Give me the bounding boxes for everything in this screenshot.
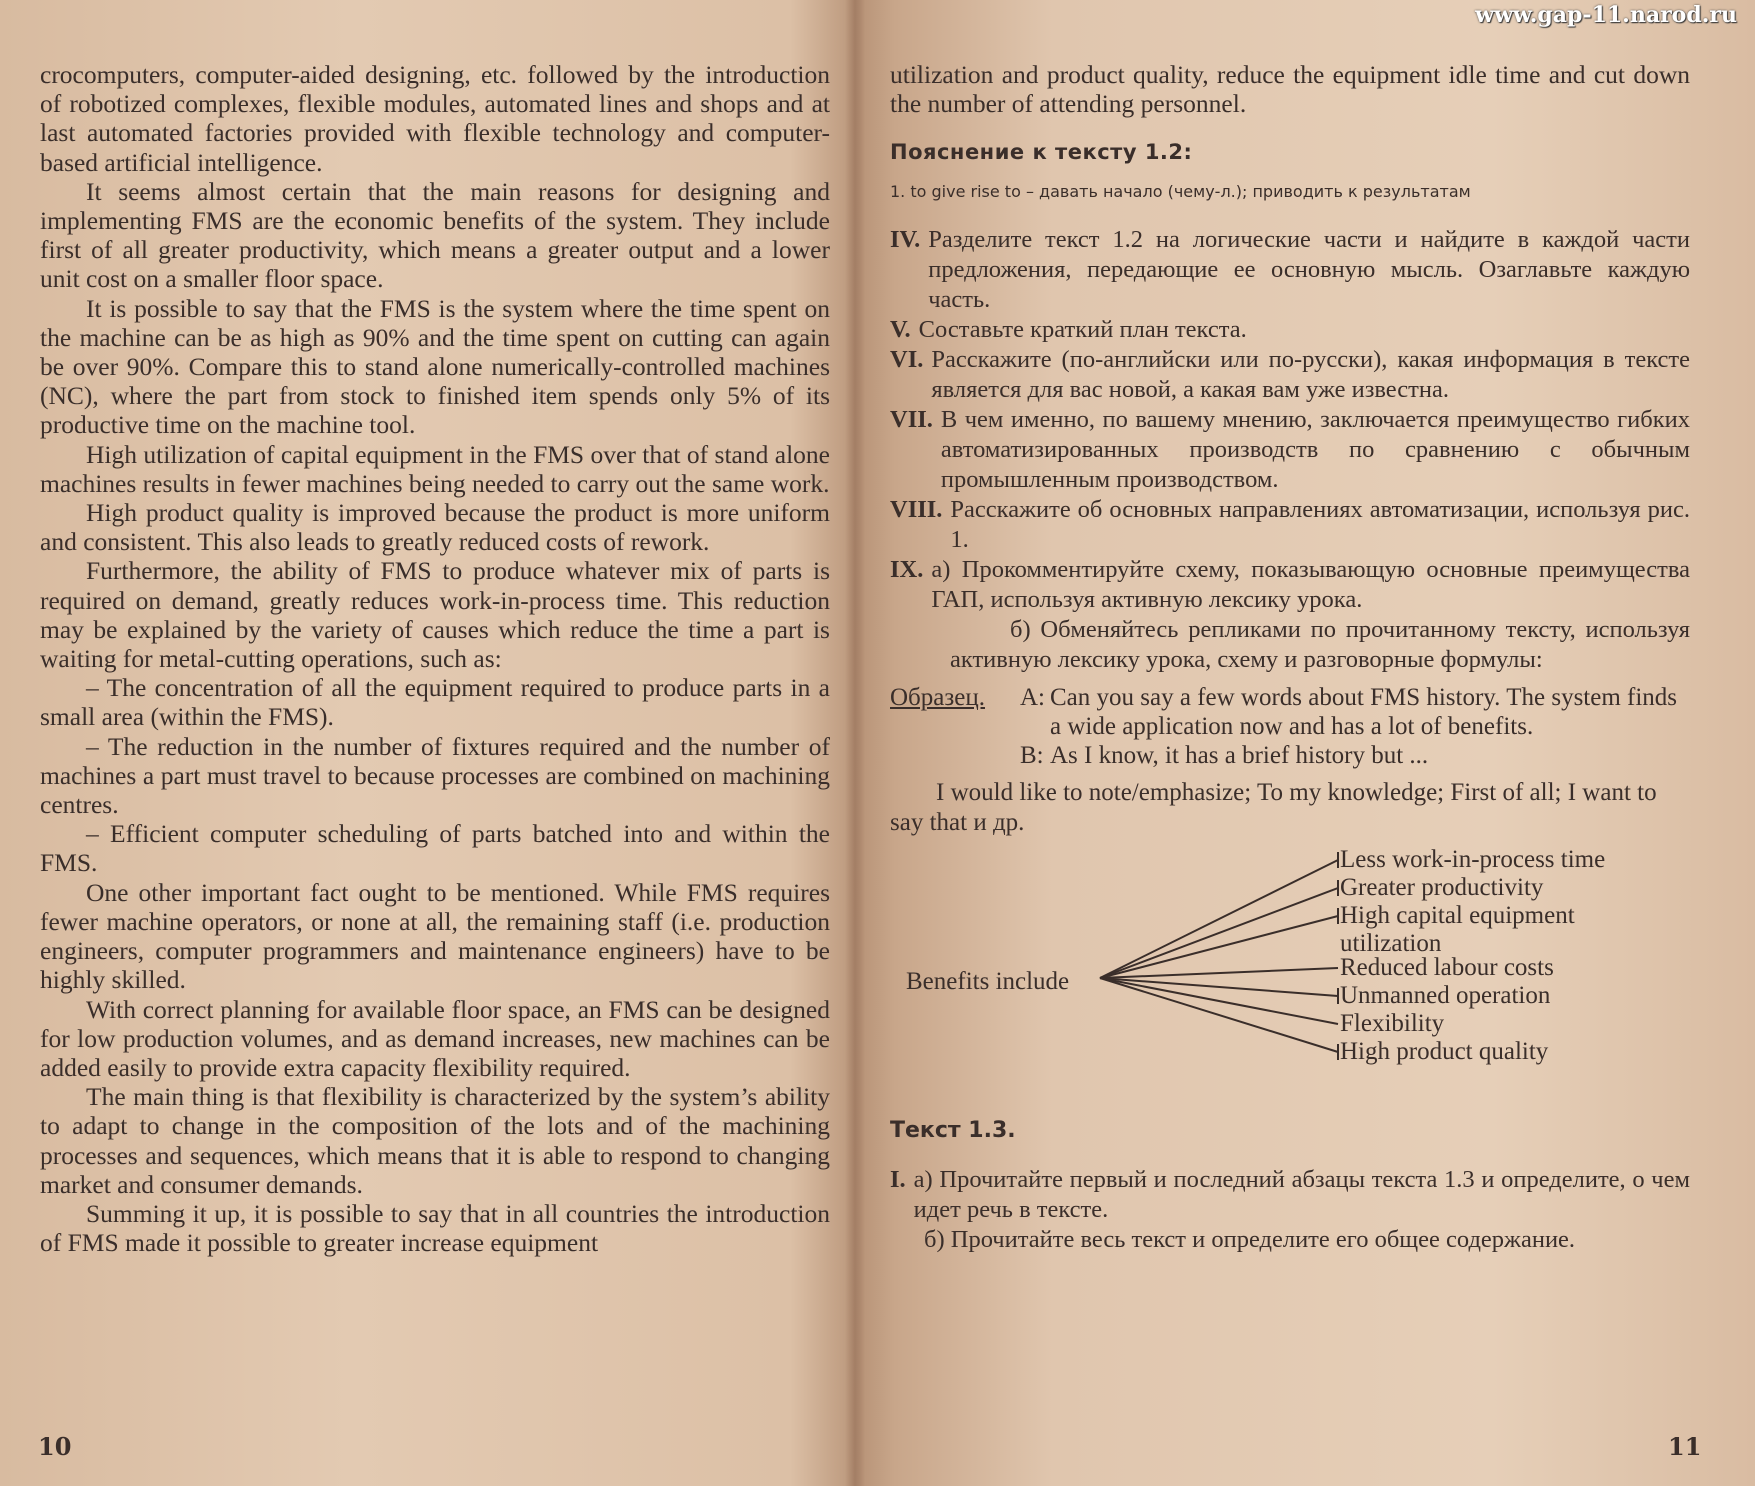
task-item xyxy=(890,1165,1690,1225)
task-item xyxy=(890,345,1690,405)
right-page xyxy=(890,60,1690,1255)
task-number: V. xyxy=(890,316,911,344)
diagram-leaf: Greater productivity xyxy=(1340,874,1544,902)
diagram-leaf: Reduced labour costs xyxy=(1340,954,1554,982)
task-subitem xyxy=(890,1225,1690,1255)
watermark-url: www.gap-11.narod.ru xyxy=(1475,2,1737,28)
connector-line xyxy=(1100,860,1338,978)
connector-line xyxy=(1100,978,1338,1052)
diagram-leaf: Less work-in-process time xyxy=(1340,846,1606,874)
page-number-right: 11 xyxy=(1668,1432,1702,1461)
phrases-line: I would like to note/emphasize; To my knowledge; First of all; I want to say that и др. xyxy=(890,779,1657,837)
task-number: I. xyxy=(890,1166,906,1194)
page-number-left: 10 xyxy=(38,1432,72,1461)
task-number: VI. xyxy=(890,346,924,374)
paragraph: It seems almost certain that the main reasons for designing and implementing FMS are the economic benefits of the system. They include first of all greater productivity, which means a greater output and a lower unit cost on a smaller floor space. xyxy=(40,176,830,294)
paragraph: Furthermore, the ability of FMS to produce whatever mix of parts is required on demand, greatly reduces work-in-process time. This reduction may be explained by the variety of causes which reduce the time a part is waiting for metal-cutting operations, such as: xyxy=(40,556,830,674)
example-label: Образец. xyxy=(890,684,985,712)
diagram-leaf: High capital equipment utilization xyxy=(1340,902,1575,958)
task-item xyxy=(890,495,1690,555)
connector-line xyxy=(1100,888,1338,978)
task-text: б) Прочитайте весь текст и определите его общее содержание. xyxy=(924,1226,1576,1254)
book-gutter xyxy=(845,0,865,1486)
paragraph: It is possible to say that the FMS is the system where the time spent on the machine can be as high as 90% and the time spent on cutting can again be over 90%. Compare this to stand alone numerically-controlled machines (NC), where the part from stock to finished item spends only 5% of its productive time on the machine tool. xyxy=(40,293,830,440)
paragraph: One other important fact ought to be mentioned. While FMS requires fewer machine operators, or none at all, the remaining staff (i.e. production engineers, computer programmers and maintenance engineers) have to be highly skilled. xyxy=(40,877,830,995)
paragraph: High utilization of capital equipment in the FMS over that of stand alone machines results in fewer machines being needed to carry out the same work. xyxy=(40,439,830,498)
connector-line xyxy=(1100,978,1338,996)
task-number: VIII. xyxy=(890,496,943,524)
task-number: VII. xyxy=(890,406,933,434)
list-item: – The concentration of all the equipment required to produce parts in a small area (within the FMS). xyxy=(40,673,830,732)
diagram-leaf: Unmanned operation xyxy=(1340,982,1551,1010)
task-number: IX. xyxy=(890,556,924,584)
task-item xyxy=(890,225,1690,315)
section-title: Текст 1.3. xyxy=(890,1118,1016,1144)
diagram-leaf: Flexibility xyxy=(1340,1010,1445,1038)
dialogue-text: Can you say a few words about FMS history. The system finds a wide application now and has a lot of benefits. xyxy=(1050,684,1678,741)
paragraph: The main thing is that flexibility is characterized by the system’s ability to adapt to change in the composition of the lots and of the machining processes and sequences, which means that it is able to respond to changing market and consumer demands. xyxy=(40,1082,830,1199)
connector-line xyxy=(1100,978,1338,1024)
benefits-diagram xyxy=(890,848,1690,1078)
task-number: IV. xyxy=(890,226,921,254)
task-item xyxy=(890,315,1690,345)
paragraph: Summing it up, it is possible to say that in all countries the introduction of FMS made it possible to greater increase equipment xyxy=(40,1198,830,1258)
task-text: Расскажите (по-английски или по-русски), какая информация в тексте является для вас новой, а какая вам уже известна. xyxy=(931,346,1690,404)
list-item: – Efficient computer scheduling of parts batched into and within the FMS. xyxy=(40,819,830,878)
paragraph: High product quality is improved because the product is more uniform and consistent. This also leads to greatly reduced costs of rework. xyxy=(40,498,830,557)
paragraph: crocomputers, computer-aided designing, etc. followed by the introduction of robotized complexes, flexible modules, automated lines and shops and at last automated factories provided with flexible technology and computer-based artificial intelligence. xyxy=(40,60,830,177)
task-text: В чем именно, по вашему мнению, заключается преимущество гибких автоматизированных производств по сравнению с обычным промышленным производством. xyxy=(940,406,1690,494)
task-text: а) Прочитайте первый и последний абзацы текста 1.3 и определите, о чем идет речь в тексте. xyxy=(913,1166,1690,1224)
task-text: Разделите текст 1.2 на логические части и найдите в каждой части предложения, передающие ее основную мысль. Озаглавьте каждую часть. xyxy=(928,226,1690,314)
task-text: а) Прокомментируйте схему, показывающую основные преимущества ГАП, используя активную лексику урока. xyxy=(931,556,1690,614)
vocabulary-note: 1. to give rise to – давать начало (чему-л.); приводить к результатам xyxy=(890,182,1471,202)
diagram-leaf: High product quality xyxy=(1340,1038,1549,1066)
task-item xyxy=(890,555,1690,615)
diagram-lines xyxy=(890,848,1690,1078)
dialogue-line xyxy=(1020,683,1690,741)
example-body xyxy=(1020,683,1690,770)
task-text: Расскажите об основных направлениях автоматизации, используя рис. 1. xyxy=(950,496,1690,554)
left-page xyxy=(40,60,830,1257)
example-dialogue xyxy=(890,683,1690,770)
speaker-label: B: xyxy=(1020,742,1044,770)
task-item xyxy=(890,405,1690,495)
paragraph: With correct planning for available floor space, an FMS can be designed for low production volumes, and as demand increases, new machines can be added easily to provide extra capacity flexibility required. xyxy=(40,994,830,1082)
dialogue-line xyxy=(1020,741,1690,770)
diagram-center-label: Benefits include xyxy=(906,968,1070,996)
dialogue-text: As I know, it has a brief history but ... xyxy=(1050,742,1429,770)
task-subitem: б) Обменяйтесь репликами по прочитанному тексту, используя активную лексику урока, схему и разговорные формулы: xyxy=(950,616,1690,674)
list-item: – The reduction in the number of fixtures required and the number of machines a part must travel to because processes are combined on machining centres. xyxy=(40,731,830,820)
paragraph: utilization and product quality, reduce the equipment idle time and cut down the number of attending personnel. xyxy=(890,60,1690,119)
task-text: Составьте краткий план текста. xyxy=(918,316,1247,344)
speaker-label: A: xyxy=(1020,684,1045,712)
notes-heading: Пояснение к тексту 1.2: xyxy=(890,140,1193,165)
